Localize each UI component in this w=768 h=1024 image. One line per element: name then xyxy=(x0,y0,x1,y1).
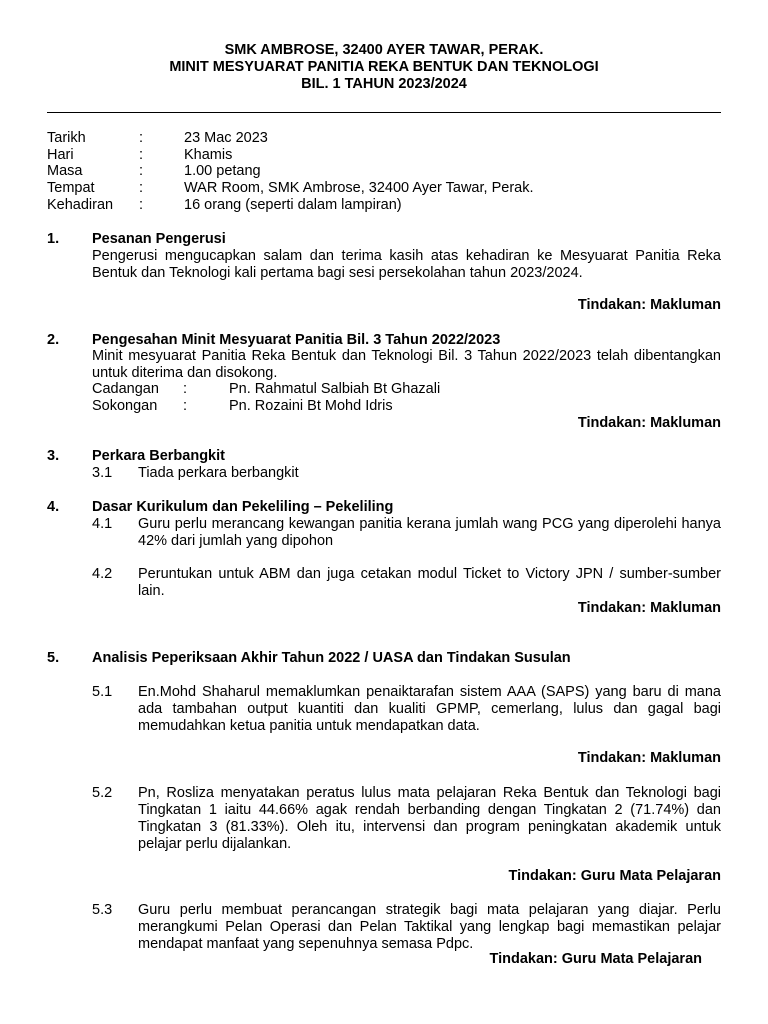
item-number: 4.2 xyxy=(92,566,113,582)
item-number: 5.3 xyxy=(92,902,113,918)
meta-label-tarikh: Tarikh xyxy=(47,130,86,146)
section-title: Pesanan Pengerusi xyxy=(92,231,226,247)
document-header xyxy=(0,42,768,93)
meta-label-kehadiran: Kehadiran xyxy=(47,197,114,213)
meta-value-tarikh: 23 Mac 2023 xyxy=(184,130,268,146)
cadangan-label: Cadangan xyxy=(92,381,159,397)
meta-label-masa: Masa xyxy=(47,163,83,179)
section-number: 2. xyxy=(47,332,60,348)
action-note: Tindakan: Makluman xyxy=(577,600,721,616)
item-text: Peruntukan untuk ABM dan juga cetakan modul Ticket to Victory JPN / sumber-sumber lain. xyxy=(138,566,721,599)
section-number: 4. xyxy=(47,499,60,515)
section-title: Analisis Peperiksaan Akhir Tahun 2022 / UASA dan Tindakan Susulan xyxy=(92,650,571,666)
action-note: Tindakan: Guru Mata Pelajaran xyxy=(508,868,721,884)
item-text: Tiada perkara berbangkit xyxy=(138,465,299,481)
meta-value-hari: Khamis xyxy=(184,147,233,163)
item-number: 3.1 xyxy=(92,465,113,481)
action-note: Tindakan: Guru Mata Pelajaran xyxy=(489,951,702,967)
item-number: 5.2 xyxy=(92,785,113,801)
section-title: Perkara Berbangkit xyxy=(92,448,225,464)
section-body: Minit mesyuarat Panitia Reka Bentuk dan Teknologi Bil. 3 Tahun 2022/2023 telah dibentangkan untuk diterima dan disokong. xyxy=(92,348,721,381)
meta-sep: : xyxy=(139,197,144,213)
section-title: Pengesahan Minit Mesyuarat Panitia Bil. 3 Tahun 2022/2023 xyxy=(92,332,501,348)
section-number: 1. xyxy=(47,231,60,247)
item-text: Guru perlu membuat perancangan strategik bagi mata pelajaran yang diajar. Perlu merangkumi Pelan Operasi dan Pelan Taktikal yang lengkap bagi memastikan pelajar mendapat manfaat yang sepenuhnya semasa Pdpc. xyxy=(138,902,721,952)
meta-sep: : xyxy=(139,180,144,196)
meeting-number: BIL. 1 TAHUN 2023/2024 xyxy=(301,76,467,92)
meta-value-masa: 1.00 petang xyxy=(184,163,261,179)
meta-sep: : xyxy=(139,147,144,163)
action-note: Tindakan: Makluman xyxy=(577,297,721,313)
item-text: Guru perlu merancang kewangan panitia kerana jumlah wang PCG yang diperolehi hanya 42% dari jumlah yang dipohon xyxy=(138,516,721,549)
cadangan-sep: : xyxy=(183,381,188,397)
section-number: 5. xyxy=(47,650,60,666)
item-number: 5.1 xyxy=(92,684,113,700)
action-note: Tindakan: Makluman xyxy=(577,415,721,431)
school-name: SMK AMBROSE, 32400 AYER TAWAR, PERAK. xyxy=(224,42,544,58)
meta-sep: : xyxy=(139,163,144,179)
sokongan-label: Sokongan xyxy=(92,398,158,414)
header-divider xyxy=(47,112,721,113)
meta-label-tempat: Tempat xyxy=(47,180,95,196)
section-body: Pengerusi mengucapkan salam dan terima kasih atas kehadiran ke Mesyuarat Panitia Reka Bentuk dan Teknologi kali pertama bagi sesi persekolahan tahun 2023/2024. xyxy=(92,248,721,281)
item-text: En.Mohd Shaharul memaklumkan penaiktarafan sistem AAA (SAPS) yang baru di mana ada tambahan output kuantiti dan kualiti GPMP, cemerlang, lulus dan gagal bagi memudahkan ketua panitia untuk mendapatkan data. xyxy=(138,684,721,734)
action-note: Tindakan: Makluman xyxy=(577,750,721,766)
meta-value-tempat: WAR Room, SMK Ambrose, 32400 Ayer Tawar, Perak. xyxy=(184,180,534,196)
sokongan-value: Pn. Rozaini Bt Mohd Idris xyxy=(229,398,393,414)
item-number: 4.1 xyxy=(92,516,113,532)
sokongan-sep: : xyxy=(183,398,188,414)
section-title: Dasar Kurikulum dan Pekeliling – Pekeliling xyxy=(92,499,394,515)
cadangan-value: Pn. Rahmatul Salbiah Bt Ghazali xyxy=(229,381,441,397)
meta-label-hari: Hari xyxy=(47,147,74,163)
minutes-title: MINIT MESYUARAT PANITIA REKA BENTUK DAN TEKNOLOGI xyxy=(169,59,599,75)
meta-value-kehadiran: 16 orang (seperti dalam lampiran) xyxy=(184,197,402,213)
item-text: Pn, Rosliza menyatakan peratus lulus mata pelajaran Reka Bentuk dan Teknologi bagi Tingkatan 1 iaitu 44.66% agak rendah berbanding dengan Tingkatan 2 (71.74%) dan Tingkatan 3 (81.33%). Oleh itu, intervensi dan program peningkatan akademik untuk pelajar perlu dijalankan. xyxy=(138,785,721,852)
section-number: 3. xyxy=(47,448,60,464)
meta-sep: : xyxy=(139,130,144,146)
